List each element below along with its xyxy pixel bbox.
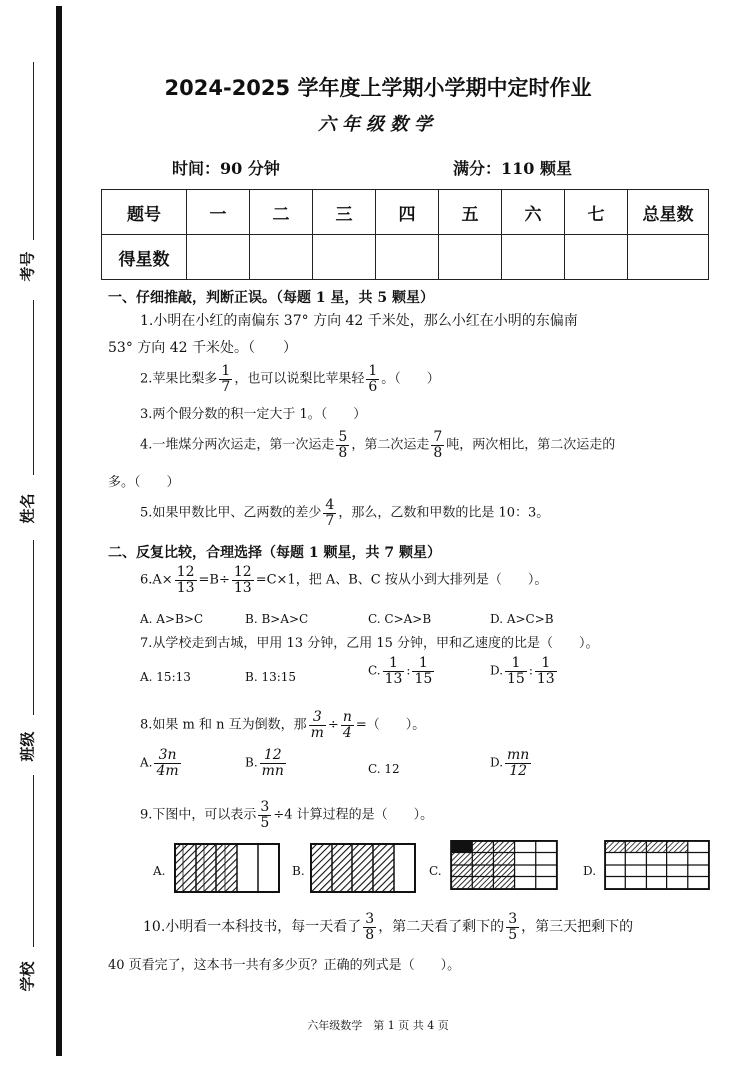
q8-option-d[interactable] xyxy=(490,748,533,778)
q8-f1-num: 3 xyxy=(309,710,326,726)
q4-text-c: 吨，两次相比，第二次运走的 xyxy=(446,437,616,453)
q8-a-num: 3n xyxy=(154,748,180,764)
q10-fraction-1 xyxy=(363,912,376,942)
q9-diagram-a[interactable] xyxy=(174,843,280,893)
q8-b-den: mn xyxy=(261,762,284,779)
q9-text-b: ÷4 计算过程的是（ ）。 xyxy=(273,807,434,823)
q9-diagram-c[interactable] xyxy=(448,840,560,890)
score-input-cell[interactable] xyxy=(502,235,565,280)
score-table xyxy=(101,189,709,280)
q8-option-c[interactable]: C. 12 xyxy=(368,762,400,776)
q6-f1-den: 13 xyxy=(176,579,195,596)
q8-d-den: 12 xyxy=(509,762,528,779)
q9-option-a-label[interactable]: A. xyxy=(153,864,166,878)
name-rule xyxy=(33,300,34,475)
question-1-line2: 53° 方向 42 千米处。（ ） xyxy=(108,340,297,356)
q7-option-a[interactable]: A. 15:13 xyxy=(140,670,191,684)
score-header-cell: 五 xyxy=(439,190,502,235)
q6-fraction-1 xyxy=(175,565,197,595)
q10-text-a: 10.小明看一本科技书，每一天看了 xyxy=(143,919,362,936)
q7-option-d[interactable]: D. $\frac{1}{15}$ : $\frac{1}{13}$ xyxy=(490,655,555,687)
score-input-cell[interactable] xyxy=(628,235,709,280)
q6-f2-den: 13 xyxy=(233,579,252,596)
q4-f2-den: 8 xyxy=(433,444,443,461)
page-title: 2024-2025 学年度上学期小学期中定时作业 xyxy=(164,76,592,100)
q4-fraction-1 xyxy=(336,430,349,460)
q9-option-c-label[interactable]: C. xyxy=(429,864,442,878)
q8-a-fraction xyxy=(154,748,180,778)
question-8 xyxy=(140,710,425,740)
question-6 xyxy=(140,565,547,595)
question-7: 7.从学校走到古城，甲用 13 分钟，乙用 15 分钟，甲和乙速度的比是（ ）。 xyxy=(140,636,599,651)
q4-f1-num: 5 xyxy=(338,429,348,445)
exam-time: 时间：90 分钟 xyxy=(172,159,280,178)
score-header-cell: 三 xyxy=(313,190,376,235)
full-score: 满分：110 颗星 xyxy=(453,159,572,178)
q7-c-d2: 15 xyxy=(414,670,433,687)
q9-diagram-b[interactable] xyxy=(310,843,416,893)
q2-text-a: 2.苹果比梨多 xyxy=(140,371,218,387)
score-header-cell: 六 xyxy=(502,190,565,235)
q8-b-num: 12 xyxy=(260,748,286,764)
q8-fraction-2 xyxy=(341,710,354,740)
score-input-cell[interactable] xyxy=(250,235,313,280)
q9-f-den: 5 xyxy=(260,814,270,831)
page-footer: 六年级数学 第 1 页 共 4 页 xyxy=(307,1019,449,1032)
score-input-cell[interactable] xyxy=(439,235,502,280)
q9-option-b-label[interactable]: B. xyxy=(292,864,305,878)
q7-c-n2: 1 xyxy=(412,656,434,672)
score-input-cell[interactable] xyxy=(376,235,439,280)
q8-b-label: B. xyxy=(245,755,258,770)
q6-option-c[interactable]: C. C>A>B xyxy=(368,612,432,626)
class-label: 班级 xyxy=(18,731,37,762)
score-header-cell: 七 xyxy=(565,190,628,235)
q9-text-a: 9.下图中，可以表示 xyxy=(140,807,257,823)
score-header-cell: 题号 xyxy=(102,190,187,235)
q10-fraction-2 xyxy=(506,912,519,942)
q6-text-b: =B÷ xyxy=(198,572,230,588)
q2-f2-num: 1 xyxy=(368,363,378,379)
q8-fraction-1 xyxy=(309,710,326,740)
q5-f-num: 4 xyxy=(325,497,335,513)
question-10-line1 xyxy=(143,912,633,942)
score-table-score-row xyxy=(102,235,709,280)
q6-text-a: 6.A× xyxy=(140,572,173,588)
binding-line xyxy=(56,6,62,1056)
q6-f1-num: 12 xyxy=(176,564,195,580)
q9-f-num: 3 xyxy=(260,799,270,815)
q8-option-b[interactable] xyxy=(245,748,288,778)
q7-d-d1: 15 xyxy=(507,670,525,687)
q2-text-c: 。（ ） xyxy=(381,371,440,387)
q10-f2-num: 3 xyxy=(508,911,518,927)
q7-d-fraction-1 xyxy=(505,656,527,686)
q7-option-b[interactable]: B. 13:15 xyxy=(245,670,297,684)
q8-f2-num: n xyxy=(342,709,352,725)
q10-f2-den: 5 xyxy=(508,926,518,943)
q10-text-b: ，第二天看了剩下的 xyxy=(378,919,505,936)
q6-fraction-2 xyxy=(232,565,254,595)
q8-d-label: D. xyxy=(490,755,504,770)
q7-c-fraction-1 xyxy=(383,656,405,686)
q2-f2-den: 6 xyxy=(368,378,378,395)
q7-d-n2: 1 xyxy=(535,656,557,672)
question-1-line1: 1.小明在小红的南偏东 37° 方向 42 千米处，那么小红在小明的东偏南 xyxy=(140,313,578,329)
q8-a-label: A. xyxy=(140,755,153,770)
q7-c-d1: 13 xyxy=(384,670,403,687)
q5-fraction xyxy=(323,498,336,528)
q6-option-a[interactable]: A. A>B>C xyxy=(140,612,204,626)
exam-no-label: 考号 xyxy=(18,251,37,282)
q9-diagram-d[interactable] xyxy=(602,840,712,890)
q10-text-c: ，第三天把剩下的 xyxy=(521,919,634,936)
q5-text-b: ，那么，乙数和甲数的比是 10：3。 xyxy=(338,505,550,521)
q9-option-d-label[interactable]: D. xyxy=(583,864,597,878)
q5-text-a: 5.如果甲数比甲、乙两数的差少 xyxy=(140,505,322,521)
question-3: 3.两个假分数的积一定大于 1。（ ） xyxy=(140,407,367,422)
q8-d-num: mn xyxy=(507,747,530,763)
q8-f2-den: 4 xyxy=(342,724,352,741)
q10-f1-num: 3 xyxy=(365,911,375,927)
score-header-cell: 四 xyxy=(376,190,439,235)
q2-f1-num: 1 xyxy=(221,363,231,379)
q7-d-d2: 13 xyxy=(536,670,555,687)
q8-b-fraction xyxy=(260,748,286,778)
q7-d-fraction-2 xyxy=(535,656,557,686)
q10-f1-den: 8 xyxy=(365,926,375,943)
score-header-cell: 一 xyxy=(187,190,250,235)
class-rule xyxy=(33,540,34,715)
q7-d-label: D. xyxy=(490,663,504,678)
section1-title: 一、仔细推敲，判断正误。（每题 1 星，共 5 颗星） xyxy=(108,290,434,306)
question-4-line1 xyxy=(140,430,615,460)
q6-text-c: =C×1，把 A、B、C 按从小到大排列是（ ）。 xyxy=(255,572,548,588)
score-header-cell: 总星数 xyxy=(628,190,709,235)
q8-div: ÷ xyxy=(327,717,339,733)
name-label: 姓名 xyxy=(18,493,37,524)
q6-option-b[interactable]: B. B>A>C xyxy=(245,612,309,626)
q4-text-b: ，第二次运走 xyxy=(351,437,430,453)
q5-f-den: 7 xyxy=(325,512,335,529)
question-5 xyxy=(140,498,549,528)
q8-text-b: =（ ）。 xyxy=(355,717,426,733)
q4-f1-den: 8 xyxy=(338,444,348,461)
q4-f2-num: 7 xyxy=(433,429,443,445)
q4-text-a: 4.一堆煤分两次运走，第一次运走 xyxy=(140,437,335,453)
question-4-line2: 多。（ ） xyxy=(108,475,180,490)
q8-option-a[interactable] xyxy=(140,748,183,778)
q2-f1-den: 7 xyxy=(221,378,231,395)
score-table-header-row xyxy=(102,190,709,235)
q8-d-fraction xyxy=(505,748,531,778)
q2-fraction-1 xyxy=(219,364,232,394)
score-input-cell[interactable] xyxy=(187,235,250,280)
school-label: 学校 xyxy=(18,961,37,992)
q4-fraction-2 xyxy=(431,430,444,460)
q6-f2-num: 12 xyxy=(233,564,252,580)
score-input-cell[interactable] xyxy=(565,235,628,280)
q9-fraction xyxy=(258,800,271,830)
q7-option-c[interactable]: C. $\frac{1}{13}$ : $\frac{1}{15}$ xyxy=(368,655,433,687)
q6-option-d[interactable]: D. A>C>B xyxy=(490,612,554,626)
q8-a-den: 4m xyxy=(156,762,179,779)
q8-f1-den: m xyxy=(310,724,324,741)
score-row-label: 得星数 xyxy=(102,235,187,280)
score-header-cell: 二 xyxy=(250,190,313,235)
section2-title: 二、反复比较，合理选择（每题 1 颗星，共 7 颗星） xyxy=(108,545,441,561)
question-9 xyxy=(140,800,433,830)
q7-c-label: C. xyxy=(368,663,381,678)
q2-text-b: ，也可以说梨比苹果轻 xyxy=(234,371,365,387)
school-rule xyxy=(33,775,34,947)
question-2 xyxy=(140,364,440,394)
question-10-line2: 40 页看完了，这本书一共有多少页？正确的列式是（ ）。 xyxy=(108,958,461,973)
score-input-cell[interactable] xyxy=(313,235,376,280)
q7-c-n1: 1 xyxy=(383,656,405,672)
q8-text-a: 8.如果 m 和 n 互为倒数，那 xyxy=(140,717,307,733)
page-subtitle: 六年级数学 xyxy=(318,114,438,135)
q7-c-fraction-2 xyxy=(412,656,434,686)
q2-fraction-2 xyxy=(366,364,379,394)
q7-d-n1: 1 xyxy=(505,656,527,672)
